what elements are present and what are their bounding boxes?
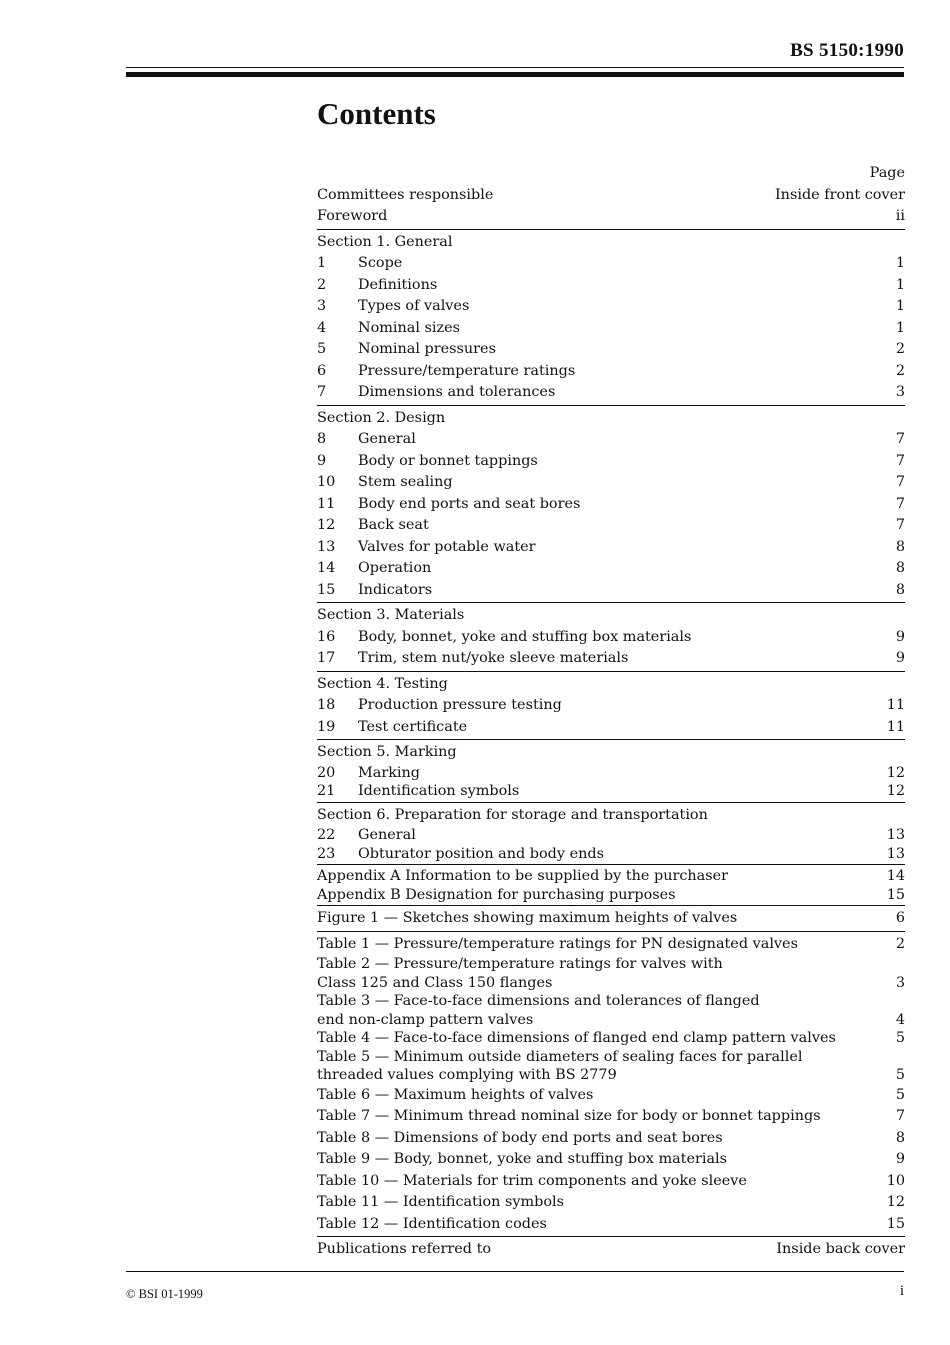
clause-title: Body, bonnet, yoke and stuffing box materials [358, 628, 692, 645]
clause-number: 11 [317, 495, 336, 512]
toc-entry-page: Inside back cover [776, 1241, 905, 1257]
toc-entry-page: ii [895, 208, 905, 224]
table-title-line: Table 4 — Face-to-face dimensions of flanged end clamp pattern valves [317, 1030, 836, 1046]
table-title-line: Table 8 — Dimensions of body end ports and seat bores [317, 1129, 723, 1146]
toc-entry-clause[interactable] [317, 627, 905, 649]
toc-entry-label: Publications referred to [317, 1241, 492, 1257]
clause-number: 19 [317, 718, 336, 735]
section-heading[interactable] [317, 739, 905, 764]
toc-entry-clause[interactable] [317, 558, 905, 580]
toc-entry-table[interactable] [317, 1171, 905, 1193]
appendix-page: 15 [886, 886, 905, 903]
toc-entry-table[interactable] [317, 955, 905, 992]
toc-entry-table[interactable] [317, 1029, 905, 1048]
clause-number: 10 [317, 474, 336, 490]
section-heading[interactable] [317, 671, 905, 696]
toc-entry-left [317, 717, 879, 739]
table-page: 12 [886, 1194, 905, 1210]
toc-entry-clause[interactable] [317, 845, 905, 864]
table-page: 9 [895, 1151, 905, 1167]
toc-entry-clause[interactable] [317, 318, 905, 340]
toc-entry-clause[interactable] [317, 648, 905, 670]
clause-page: 13 [886, 827, 905, 843]
table-page: 8 [895, 1129, 905, 1146]
table-title [317, 992, 888, 1029]
table-title [317, 1214, 879, 1236]
clause-number: 15 [317, 581, 336, 598]
clause-page: 7 [895, 495, 905, 512]
toc-entry-clause[interactable] [317, 695, 905, 717]
toc-entry-label: Committees responsible [317, 186, 494, 203]
table-title-line: Table 11 — Identification symbols [317, 1194, 565, 1210]
clause-number: 16 [317, 628, 336, 645]
section-title: Section 2. Design [317, 409, 446, 426]
table-title-line: Class 125 and Class 150 flanges [317, 974, 553, 991]
toc-entry-clause[interactable] [317, 826, 905, 845]
clause-page: 12 [886, 783, 905, 799]
table-page: 5 [895, 1030, 905, 1046]
table-page: 4 [895, 1011, 905, 1028]
table-title-line: Table 3 — Face-to-face dimensions and tolerances of flanged [317, 993, 760, 1009]
toc-entry-table[interactable] [317, 1192, 905, 1214]
clause-title: Nominal sizes [358, 319, 460, 336]
clause-title: Operation [358, 560, 432, 576]
clause-title: Production pressure testing [358, 697, 562, 713]
clause-number: 20 [317, 764, 336, 781]
toc-entry-clause[interactable] [317, 339, 905, 361]
clause-title: Pressure/temperature ratings [358, 362, 576, 379]
table-title [317, 1029, 888, 1048]
section-heading[interactable] [317, 229, 905, 254]
page-title: Contents [317, 96, 436, 131]
clause-title: Dimensions and tolerances [358, 384, 556, 400]
table-title-line: Table 1 — Pressure/temperature ratings for PN designated valves [317, 935, 798, 952]
clause-title: Marking [358, 764, 420, 781]
table-title-line: Table 7 — Minimum thread nominal size for body or bonnet tappings [317, 1108, 821, 1124]
table-page: 15 [886, 1215, 905, 1232]
document-code: BS 5150:1990 [790, 40, 904, 61]
clause-number: 7 [317, 384, 327, 400]
table-title-line: end non-clamp pattern valves [317, 1011, 534, 1028]
clause-title: Obturator position and body ends [358, 845, 604, 862]
toc-entry-clause[interactable] [317, 296, 905, 318]
clause-title: Stem sealing [358, 474, 453, 490]
toc-entry-left [317, 382, 888, 404]
toc-entry-page: Inside front cover [775, 186, 905, 203]
toc-entry-left [317, 845, 879, 864]
clause-page: 13 [886, 845, 905, 862]
figure-title: Figure 1 — Sketches showing maximum heights of valves [317, 910, 738, 926]
toc-entry-clause[interactable] [317, 275, 905, 297]
toc-entry-left [317, 429, 888, 451]
section-title: Section 1. General [317, 233, 453, 250]
toc-entry-left [317, 275, 888, 297]
clause-page: 7 [895, 474, 905, 490]
toc-entry-label: Foreword [317, 208, 388, 224]
clause-title: Valves for potable water [358, 538, 536, 555]
table-title-line: Table 5 — Minimum outside diameters of sealing faces for parallel [317, 1048, 803, 1065]
footer-rule [126, 1271, 904, 1272]
section-heading[interactable] [317, 405, 905, 430]
toc-entry-table[interactable] [317, 1214, 905, 1236]
clause-title: General [358, 827, 416, 843]
table-title [317, 1048, 888, 1085]
toc-entry-table[interactable] [317, 931, 905, 956]
section-heading[interactable] [317, 802, 905, 827]
table-title [317, 934, 888, 956]
table-title-line: Table 12 — Identification codes [317, 1215, 547, 1232]
table-title [317, 1128, 888, 1150]
table-title [317, 1149, 888, 1171]
toc-entry-left [317, 826, 879, 845]
clause-page: 1 [895, 276, 905, 293]
clause-number: 14 [317, 560, 336, 576]
appendix-title: Appendix B Designation for purchasing purposes [317, 886, 676, 903]
section-heading[interactable] [317, 602, 905, 627]
table-page: 7 [895, 1108, 905, 1124]
table-title [317, 1192, 879, 1214]
clause-number: 2 [317, 276, 327, 293]
toc-entry-table[interactable] [317, 1106, 905, 1128]
toc-entry-left [317, 627, 888, 649]
toc-entry-clause[interactable] [317, 382, 905, 404]
toc-entry-back[interactable] [317, 1236, 905, 1261]
toc-entry-clause[interactable] [317, 537, 905, 559]
clause-title: Types of valves [358, 298, 470, 314]
clause-title: Body or bonnet tappings [358, 452, 538, 469]
table-page: 5 [895, 1086, 905, 1103]
toc-entry-left [317, 253, 888, 275]
clause-number: 21 [317, 783, 336, 799]
clause-number: 22 [317, 827, 336, 843]
clause-number: 12 [317, 517, 336, 533]
toc-entry-appendix[interactable] [317, 886, 905, 905]
clause-title: Back seat [358, 517, 429, 533]
toc-entry-clause[interactable] [317, 451, 905, 473]
section-title: Section 6. Preparation for storage and transportation [317, 806, 708, 823]
clause-page: 1 [895, 255, 905, 271]
toc-entry-clause[interactable] [317, 580, 905, 602]
toc-entry-clause[interactable] [317, 429, 905, 451]
clause-number: 13 [317, 538, 336, 555]
toc-entry-left [317, 558, 888, 580]
toc-entry-clause[interactable] [317, 782, 905, 801]
toc-entry-left [317, 648, 888, 670]
clause-title: Body end ports and seat bores [358, 495, 581, 512]
clause-number: 6 [317, 362, 327, 379]
toc-entry-left [317, 339, 888, 361]
clause-title: Definitions [358, 276, 438, 293]
toc-entry-left [317, 361, 888, 383]
toc-entry-clause[interactable] [317, 717, 905, 739]
toc-entry-front[interactable] [317, 206, 905, 228]
clause-title: Identification symbols [358, 783, 520, 799]
toc-entry-clause[interactable] [317, 253, 905, 275]
toc-entry-left [317, 472, 888, 494]
clause-page: 8 [895, 538, 905, 555]
table-title-line: threaded values complying with BS 2779 [317, 1067, 617, 1083]
clause-page: 2 [895, 362, 905, 379]
toc-entry-left [317, 695, 879, 717]
toc-entry-table[interactable] [317, 1128, 905, 1150]
header-rule-thin [126, 67, 904, 68]
clause-number: 18 [317, 697, 336, 713]
clause-number: 3 [317, 298, 327, 314]
clause-title: General [358, 431, 416, 447]
clause-page: 7 [895, 431, 905, 447]
toc-entry-clause[interactable] [317, 472, 905, 494]
section-title: Section 4. Testing [317, 675, 448, 692]
toc-entry-left [317, 580, 888, 602]
clause-page: 7 [895, 452, 905, 469]
clause-title: Nominal pressures [358, 341, 496, 357]
toc-entry-table[interactable] [317, 1149, 905, 1171]
clause-number: 5 [317, 341, 327, 357]
clause-title: Indicators [358, 581, 433, 598]
clause-page: 2 [895, 341, 905, 357]
table-title-line: Table 9 — Body, bonnet, yoke and stuffing box materials [317, 1151, 728, 1167]
clause-page: 1 [895, 298, 905, 314]
toc-entry-clause[interactable] [317, 494, 905, 516]
table-title [317, 955, 888, 992]
figure-page: 6 [895, 910, 905, 926]
toc-entry-clause[interactable] [317, 515, 905, 537]
table-page: 3 [895, 974, 905, 991]
clause-title: Test certificate [358, 718, 468, 735]
table-of-contents [317, 163, 905, 1261]
table-title-line: Table 10 — Materials for trim components and yoke sleeve [317, 1172, 747, 1189]
clause-page: 11 [886, 697, 905, 713]
clause-title: Scope [358, 255, 403, 271]
section-title: Section 3. Materials [317, 607, 465, 623]
table-title [317, 1106, 888, 1128]
clause-page: 11 [886, 718, 905, 735]
toc-entry-clause[interactable] [317, 764, 905, 783]
page-number: i [899, 1283, 904, 1299]
toc-entry-left [317, 494, 888, 516]
clause-title: Trim, stem nut/yoke sleeve materials [358, 650, 629, 666]
clause-number: 17 [317, 650, 336, 666]
clause-page: 8 [895, 560, 905, 576]
clause-page: 3 [895, 384, 905, 400]
header-rule-thick [126, 72, 904, 77]
toc-entry-table[interactable] [317, 1048, 905, 1085]
toc-entry-table[interactable] [317, 1085, 905, 1107]
clause-number: 8 [317, 431, 327, 447]
clause-page: 12 [886, 764, 905, 781]
appendix-page: 14 [886, 868, 905, 884]
toc-entry-front[interactable] [317, 185, 905, 207]
toc-entry-appendix[interactable] [317, 864, 905, 886]
table-title-line: Table 6 — Maximum heights of valves [317, 1086, 594, 1103]
table-page: 2 [895, 935, 905, 952]
toc-entry-left [317, 764, 879, 783]
page-column-header [317, 163, 905, 185]
toc-entry-left [317, 537, 888, 559]
clause-number: 4 [317, 319, 327, 336]
table-title [317, 1085, 888, 1107]
clause-page: 9 [895, 628, 905, 645]
table-title [317, 1171, 879, 1193]
clause-number: 23 [317, 845, 336, 862]
toc-entry-left [317, 296, 888, 318]
table-page: 10 [886, 1172, 905, 1189]
clause-number: 9 [317, 452, 327, 469]
copyright-notice: © BSI 01-1999 [126, 1287, 203, 1301]
toc-entry-left [317, 318, 888, 340]
page-column-label: Page [869, 165, 905, 181]
table-title-line: Table 2 — Pressure/temperature ratings for valves with [317, 956, 723, 972]
toc-entry-clause[interactable] [317, 361, 905, 383]
appendix-title: Appendix A Information to be supplied by the purchaser [317, 868, 729, 884]
toc-entry-left [317, 515, 888, 537]
toc-entry-left [317, 451, 888, 473]
clause-page: 1 [895, 319, 905, 336]
toc-entry-table[interactable] [317, 992, 905, 1029]
toc-entry-left [317, 782, 879, 801]
section-title: Section 5. Marking [317, 744, 457, 760]
clause-page: 8 [895, 581, 905, 598]
clause-number: 1 [317, 255, 327, 271]
clause-page: 9 [895, 650, 905, 666]
toc-entry-figure[interactable] [317, 905, 905, 930]
table-page: 5 [895, 1067, 905, 1083]
clause-page: 7 [895, 517, 905, 533]
